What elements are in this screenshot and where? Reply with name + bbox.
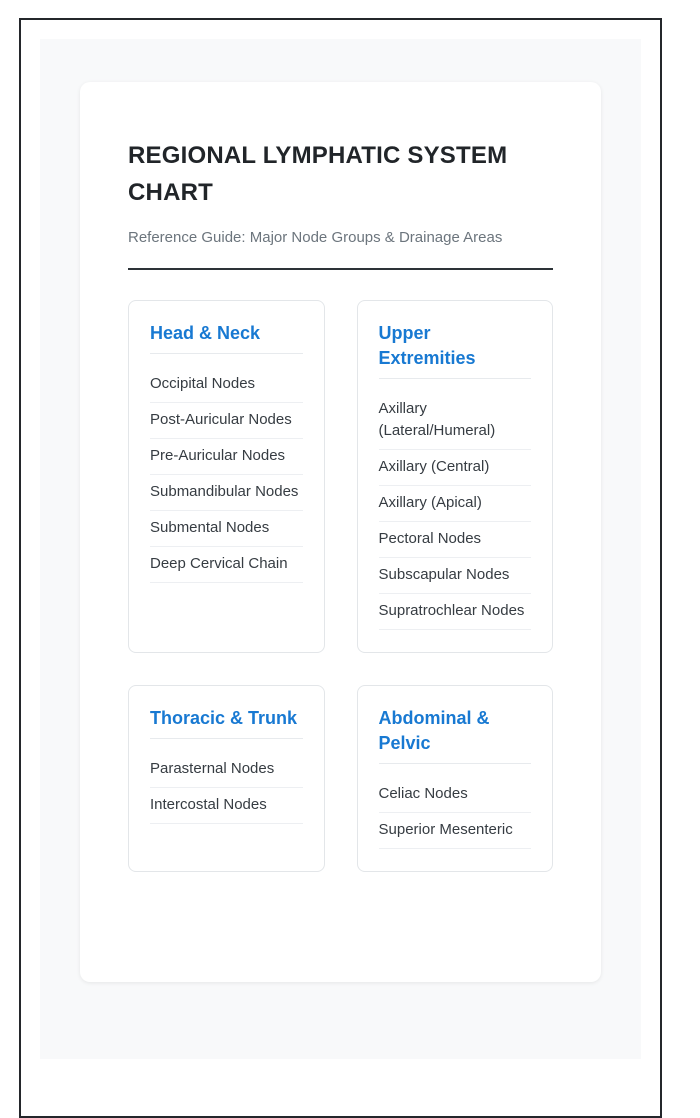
list-item: Pre-Auricular Nodes — [150, 439, 303, 475]
list-item: Deep Cervical Chain — [150, 547, 303, 583]
page-subtitle: Reference Guide: Major Node Groups & Drainage Areas — [128, 229, 503, 246]
section-item-list — [150, 367, 303, 583]
list-item: Superior Mesenteric — [379, 813, 532, 849]
list-item: Axillary (Central) — [379, 450, 532, 486]
list-item: Axillary (Apical) — [379, 486, 532, 522]
section-title: Head & Neck — [150, 321, 303, 354]
list-item: Occipital Nodes — [150, 367, 303, 403]
section-card — [357, 300, 554, 653]
list-item: Pectoral Nodes — [379, 522, 532, 558]
section-title: Thoracic & Trunk — [150, 706, 303, 739]
section-title: Abdominal & Pelvic — [379, 706, 532, 764]
section-item-list — [150, 752, 303, 824]
list-item: Intercostal Nodes — [150, 788, 303, 824]
list-item: Post-Auricular Nodes — [150, 403, 303, 439]
page-frame — [19, 18, 662, 1118]
section-title: Upper Extremities — [379, 321, 532, 379]
list-item: Celiac Nodes — [379, 777, 532, 813]
content-sheet — [80, 82, 601, 982]
list-item: Parasternal Nodes — [150, 752, 303, 788]
section-card — [128, 685, 325, 872]
divider-rule — [128, 268, 553, 270]
list-item: Supratrochlear Nodes — [379, 594, 532, 630]
list-item: Submental Nodes — [150, 511, 303, 547]
section-item-list — [379, 392, 532, 630]
list-item: Subscapular Nodes — [379, 558, 532, 594]
section-item-list — [379, 777, 532, 849]
page-title: REGIONAL LYMPHATIC SYSTEM CHART — [128, 142, 508, 206]
sections-grid — [128, 300, 553, 872]
list-item: Axillary (Lateral/Humeral) — [379, 392, 532, 450]
list-item: Submandibular Nodes — [150, 475, 303, 511]
section-card — [128, 300, 325, 653]
gray-canvas — [40, 39, 641, 1059]
section-card — [357, 685, 554, 872]
